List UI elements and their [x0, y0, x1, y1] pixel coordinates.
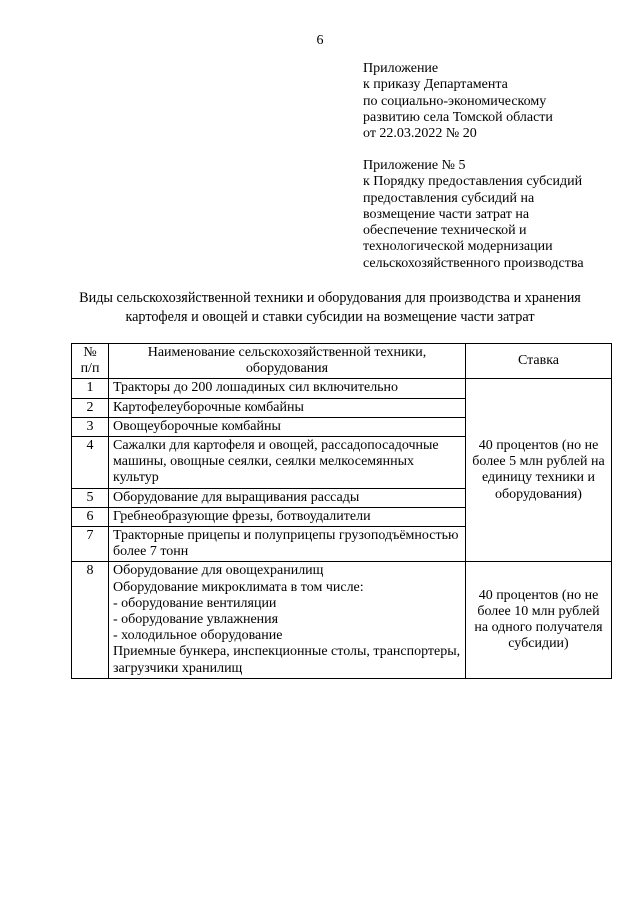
annex-line: сельскохозяйственного производства [363, 255, 584, 271]
table-row [72, 379, 612, 398]
table-row [72, 562, 612, 678]
page-number: 6 [316, 33, 324, 48]
row-name [109, 488, 466, 507]
row-name-line: - оборудование вентиляции [113, 595, 277, 611]
row-name-line: Гребнеобразующие фрезы, ботвоудалители [113, 508, 371, 524]
table-header-row [72, 344, 612, 379]
row-name [109, 507, 466, 526]
row-name [109, 527, 466, 562]
row-name-line: Приемные бункера, инспекционные столы, транспортеры, загрузчики хранилищ [113, 644, 461, 676]
annex-line: развитию села Томской области [363, 109, 553, 125]
row-num: 8 [72, 562, 109, 678]
row-name [109, 398, 466, 417]
row-name-line: Оборудование микроклимата в том числе: [113, 579, 364, 595]
row-num: 5 [72, 488, 109, 507]
annex-line: к приказу Департамента [363, 77, 508, 93]
row-num: 3 [72, 417, 109, 436]
row-num: 4 [72, 437, 109, 489]
row-num: 6 [72, 507, 109, 526]
row-num: 7 [72, 527, 109, 562]
annex-line: от 22.03.2022 № 20 [363, 126, 477, 142]
row-num: 2 [72, 398, 109, 417]
row-name-line: Оборудование для выращивания рассады [113, 489, 360, 505]
row-name [109, 417, 466, 436]
annex-line: Приложение [363, 61, 439, 76]
header-num: № п/п [72, 344, 109, 379]
row-name-line: Оборудование для овощехранилищ [113, 563, 324, 579]
annex-line: технологической модернизации [363, 239, 553, 255]
row-name-line: Сажалки для картофеля и овощей, рассадопосадочные машины, овощные сеялки, сеялки мелкосемянных культур [113, 438, 439, 486]
row-name-line: Тракторные прицепы и полуприцепы грузоподъёмностью более 7 тонн [113, 528, 459, 560]
row-name-line: - оборудование увлажнения [113, 612, 279, 628]
annex-line: обеспечение технической и [363, 223, 527, 239]
row-name [109, 379, 466, 398]
subsidy-table [71, 343, 612, 679]
annex-header-procedure [363, 158, 584, 272]
row-name-line: - холодильное оборудование [113, 628, 283, 644]
row-num: 1 [72, 379, 109, 398]
document-title [60, 289, 600, 327]
annex-line: возмещение части затрат на [363, 206, 530, 222]
rate-cell-group-2: 40 процентов (но не более 10 млн рублей на одного получателя субсидии) [466, 562, 612, 678]
annex-line: к Порядку предоставления субсидий [363, 174, 583, 190]
row-name-line: Картофелеуборочные комбайны [113, 399, 304, 415]
header-rate: Ставка [466, 344, 612, 379]
annex-line: по социально-экономическому [363, 93, 547, 109]
title-line: картофеля и овощей и ставки субсидии на возмещение части затрат [125, 309, 535, 325]
row-name-line: Тракторы до 200 лошадиных сил включительно [113, 380, 399, 396]
annex-header-order [363, 61, 553, 142]
title-line: Виды сельскохозяйственной техники и оборудования для производства и хранения [79, 290, 581, 306]
row-name [109, 562, 466, 678]
row-name [109, 437, 466, 489]
row-name-line: Овощеуборочные комбайны [113, 418, 281, 434]
annex-line: Приложение № 5 [363, 158, 466, 173]
annex-line: предоставления субсидий на [363, 190, 535, 206]
rate-cell-group-1: 40 процентов (но не более 5 млн рублей на единицу техники и оборудования) [466, 379, 612, 562]
header-name: Наименование сельскохозяйственной техники, оборудования [109, 344, 466, 379]
